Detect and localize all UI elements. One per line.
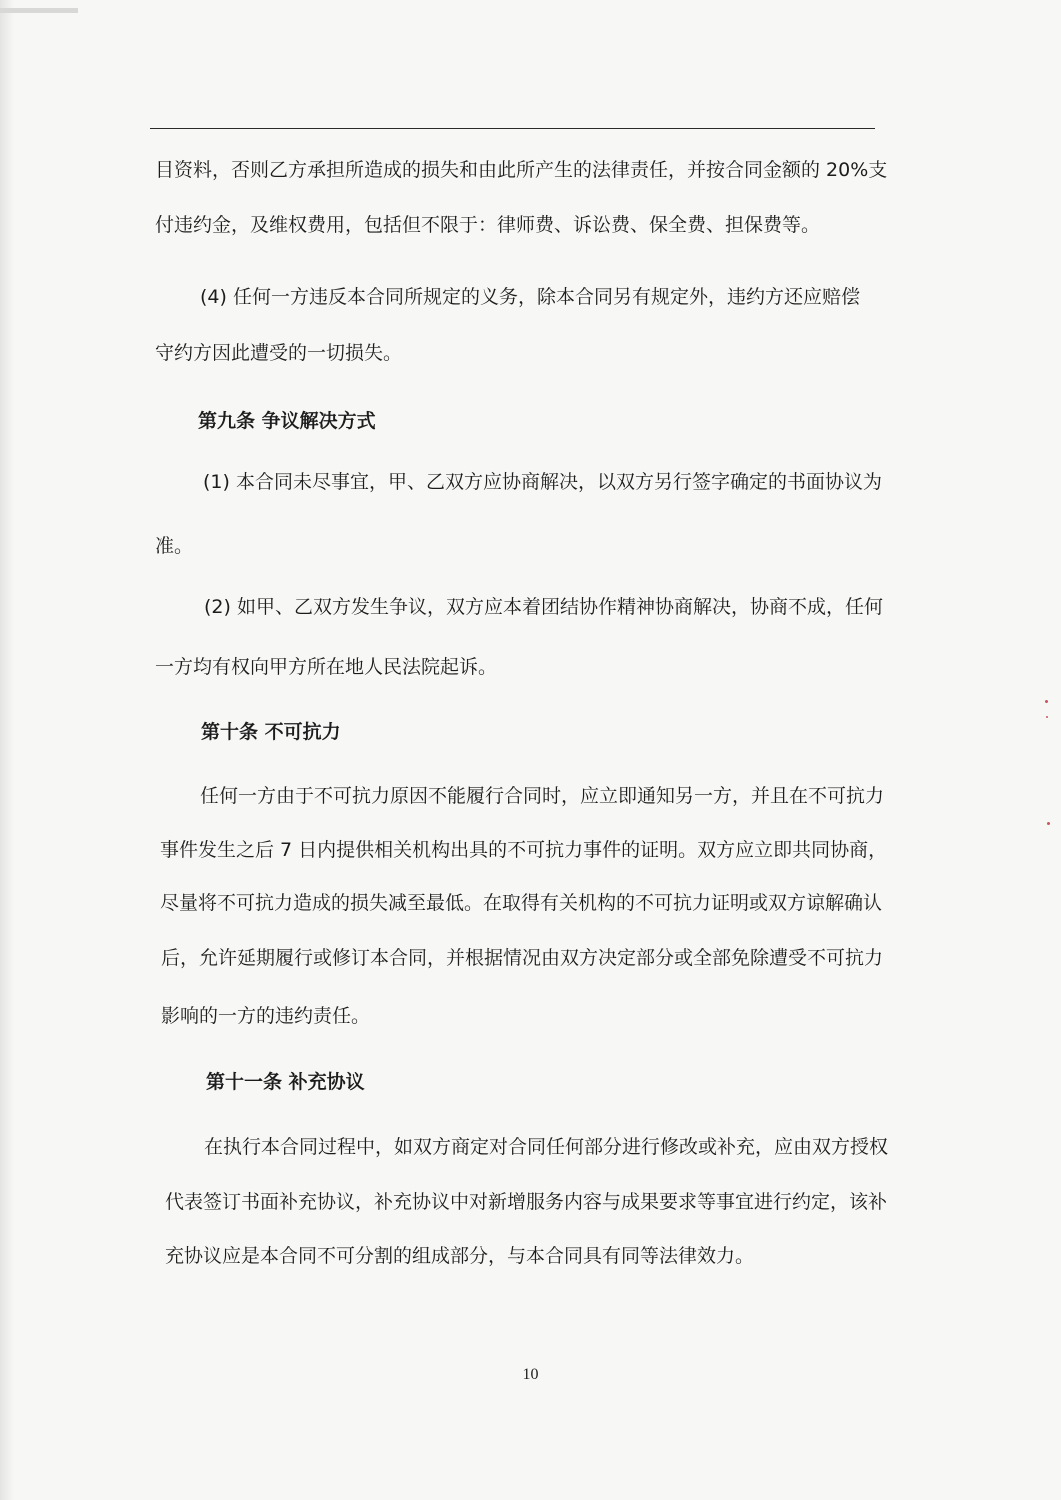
- body-line: 守约方因此遭受的一切损失。: [155, 342, 403, 364]
- scan-speck: [1047, 822, 1050, 825]
- body-line: (2) 如甲、乙双方发生争议，双方应本着团结协作精神协商解决，协商不成，任何: [204, 596, 883, 618]
- body-line: 在执行本合同过程中，如双方商定对合同任何部分进行修改或补充，应由双方授权: [204, 1136, 889, 1158]
- scan-speck: [1045, 700, 1048, 703]
- scan-mark: [0, 8, 78, 13]
- body-line: 充协议应是本合同不可分割的组成部分，与本合同具有同等法律效力。: [165, 1245, 755, 1267]
- body-line: (4) 任何一方违反本合同所规定的义务，除本合同另有规定外，违约方还应赔偿: [200, 286, 860, 308]
- body-line: (1) 本合同未尽事宜，甲、乙双方应协商解决，以双方另行签字确定的书面协议为: [203, 471, 882, 493]
- scan-speck: [1046, 716, 1048, 718]
- article-heading: 第十条 不可抗力: [201, 721, 341, 743]
- body-line: 后，允许延期履行或修订本合同，并根据情况由双方决定部分或全部免除遭受不可抗力: [161, 947, 884, 969]
- body-line: 一方均有权向甲方所在地人民法院起诉。: [155, 656, 498, 678]
- body-line: 目资料，否则乙方承担所造成的损失和由此所产生的法律责任，并按合同金额的 20%支: [155, 159, 888, 181]
- body-line: 影响的一方的违约责任。: [161, 1005, 371, 1027]
- body-line: 付违约金，及维权费用，包括但不限于：律师费、诉讼费、保全费、担保费等。: [155, 214, 821, 236]
- article-heading: 第九条 争议解决方式: [198, 410, 376, 432]
- scan-shadow-edge: [0, 0, 14, 1500]
- body-line: 代表签订书面补充协议，补充协议中对新增服务内容与成果要求等事宜进行约定，该补: [165, 1191, 888, 1213]
- page-number: 10: [522, 1366, 539, 1383]
- body-line: 尽量将不可抗力造成的损失减至最低。在取得有关机构的不可抗力证明或双方谅解确认: [160, 892, 883, 914]
- article-heading: 第十一条 补充协议: [206, 1071, 365, 1093]
- body-line: 任何一方由于不可抗力原因不能履行合同时，应立即通知另一方，并且在不可抗力: [200, 785, 885, 807]
- header-rule: [150, 128, 875, 129]
- body-line: 事件发生之后 7 日内提供相关机构出具的不可抗力事件的证明。双方应立即共同协商，: [160, 839, 888, 861]
- body-line: 准。: [155, 535, 194, 557]
